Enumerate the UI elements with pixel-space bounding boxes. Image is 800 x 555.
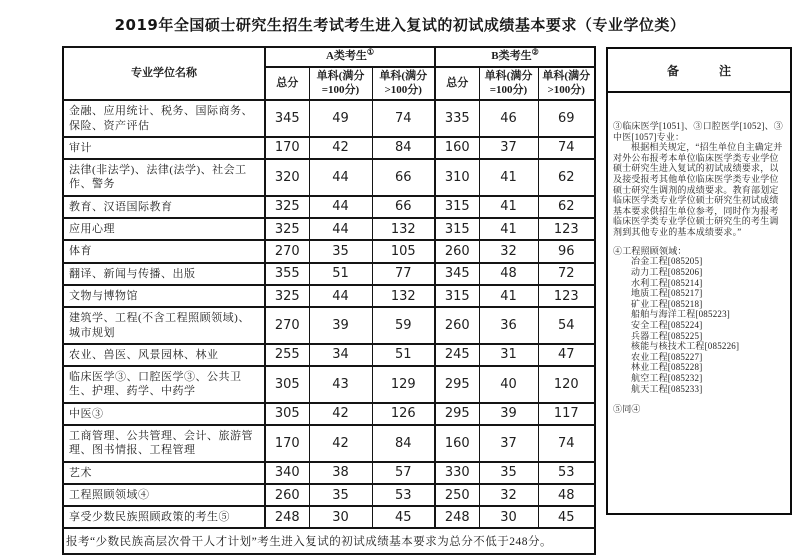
score-cell: 37 <box>479 137 538 159</box>
table-row <box>63 403 595 425</box>
score-cell: 41 <box>479 218 538 240</box>
table-row <box>63 240 595 262</box>
table-row <box>63 196 595 218</box>
remark-note5: ⑤同④ <box>613 404 641 415</box>
score-cell: 248 <box>265 506 309 528</box>
score-cell: 48 <box>479 263 538 285</box>
score-cell: 315 <box>435 196 479 218</box>
score-cell: 38 <box>309 462 372 484</box>
header-degree-name: 专业学位名称 <box>63 47 265 100</box>
score-cell: 248 <box>435 506 479 528</box>
score-cell: 40 <box>479 366 538 403</box>
score-cell: 32 <box>479 484 538 506</box>
score-cell: 270 <box>265 307 309 344</box>
degree-name-cell: 建筑学、工程(不含工程照顾领域)、城市规划 <box>63 307 265 344</box>
score-cell: 36 <box>479 307 538 344</box>
score-cell: 320 <box>265 159 309 196</box>
engineering-field-item: 航空工程[085232] <box>631 373 703 384</box>
degree-name-cell: 艺术 <box>63 462 265 484</box>
score-cell: 120 <box>538 366 595 403</box>
engineering-field-item: 矿业工程[085218] <box>631 298 703 309</box>
score-cell: 59 <box>372 307 435 344</box>
engineering-field-item: 动力工程[085206] <box>631 266 703 277</box>
score-cell: 31 <box>479 344 538 366</box>
degree-name-cell: 文物与博物馆 <box>63 285 265 307</box>
score-table <box>62 46 596 555</box>
score-cell: 53 <box>372 484 435 506</box>
score-cell: 46 <box>479 100 538 137</box>
degree-name-cell: 法律(非法学)、法律(法学)、社会工作、警务 <box>63 159 265 196</box>
score-cell: 42 <box>309 137 372 159</box>
table-row <box>63 263 595 285</box>
score-cell: 44 <box>309 218 372 240</box>
table-row <box>63 425 595 462</box>
score-cell: 43 <box>309 366 372 403</box>
remark-clinical-medicine-title: ③临床医学[1051]、③口腔医学[1052]、③中医[1057]专业： <box>613 121 783 142</box>
score-cell: 315 <box>435 218 479 240</box>
engineering-field-item: 林业工程[085228] <box>631 362 703 373</box>
remark-engineering-care-list <box>613 256 785 394</box>
content-area <box>0 46 800 555</box>
score-cell: 53 <box>538 462 595 484</box>
score-cell: 54 <box>538 307 595 344</box>
minority-plan-note: 报考“少数民族高层次骨干人才计划”考生进入复试的初试成绩基本要求为总分不低于248分。 <box>63 528 595 554</box>
score-cell: 325 <box>265 218 309 240</box>
degree-name-cell: 金融、应用统计、税务、国际商务、保险、资产评估 <box>63 100 265 137</box>
score-cell: 132 <box>372 218 435 240</box>
engineering-field-item: 航天工程[085233] <box>631 383 703 394</box>
degree-name-cell: 审计 <box>63 137 265 159</box>
table-row <box>63 506 595 528</box>
header-a-single-eq100: 单科(满分 =100分) <box>309 67 372 101</box>
score-cell: 66 <box>372 196 435 218</box>
score-cell: 345 <box>265 100 309 137</box>
score-cell: 44 <box>309 196 372 218</box>
score-cell: 74 <box>538 137 595 159</box>
remarks-column <box>606 47 792 515</box>
header-b-total: 总分 <box>435 67 479 101</box>
engineering-field-item: 安全工程[085224] <box>631 319 703 330</box>
score-cell: 295 <box>435 403 479 425</box>
score-cell: 160 <box>435 137 479 159</box>
score-cell: 69 <box>538 100 595 137</box>
degree-name-cell: 享受少数民族照顾政策的考生⑤ <box>63 506 265 528</box>
table-body <box>63 100 595 528</box>
score-cell: 305 <box>265 366 309 403</box>
engineering-field-item: 兵器工程[085225] <box>631 330 703 341</box>
degree-name-cell: 临床医学③、口腔医学③、公共卫生、护理、药学、中药学 <box>63 366 265 403</box>
degree-name-cell: 应用心理 <box>63 218 265 240</box>
score-cell: 48 <box>538 484 595 506</box>
score-cell: 44 <box>309 285 372 307</box>
score-cell: 260 <box>435 307 479 344</box>
score-cell: 260 <box>265 484 309 506</box>
remarks-header: 备 注 <box>608 49 790 93</box>
score-cell: 51 <box>372 344 435 366</box>
engineering-field-item: 地质工程[085217] <box>631 288 703 299</box>
score-cell: 39 <box>479 403 538 425</box>
score-cell: 72 <box>538 263 595 285</box>
remark-engineering-care-title: ④工程照顾领域： <box>613 245 687 256</box>
degree-name-cell: 中医③ <box>63 403 265 425</box>
degree-name-cell: 工程照顾领域④ <box>63 484 265 506</box>
score-cell: 260 <box>435 240 479 262</box>
score-cell: 45 <box>372 506 435 528</box>
page-title: 2019年全国硕士研究生招生考试考生进入复试的初试成绩基本要求（专业学位类） <box>114 16 686 34</box>
score-cell: 270 <box>265 240 309 262</box>
degree-name-cell: 翻译、新闻与传播、出版 <box>63 263 265 285</box>
score-cell: 57 <box>372 462 435 484</box>
table-row <box>63 366 595 403</box>
score-cell: 32 <box>479 240 538 262</box>
table-row <box>63 462 595 484</box>
score-cell: 45 <box>538 506 595 528</box>
engineering-field-item: 船舶与海洋工程[085223] <box>631 309 730 320</box>
table-row <box>63 159 595 196</box>
degree-name-cell: 体育 <box>63 240 265 262</box>
score-cell: 126 <box>372 403 435 425</box>
score-cell: 47 <box>538 344 595 366</box>
score-cell: 96 <box>538 240 595 262</box>
score-cell: 30 <box>479 506 538 528</box>
score-cell: 35 <box>309 240 372 262</box>
score-cell: 345 <box>435 263 479 285</box>
score-cell: 34 <box>309 344 372 366</box>
score-cell: 30 <box>309 506 372 528</box>
engineering-field-item: 冶金工程[085205] <box>631 256 703 267</box>
score-cell: 310 <box>435 159 479 196</box>
score-cell: 305 <box>265 403 309 425</box>
table-header <box>63 47 595 100</box>
score-cell: 245 <box>435 344 479 366</box>
score-cell: 66 <box>372 159 435 196</box>
score-cell: 39 <box>309 307 372 344</box>
table-row <box>63 484 595 506</box>
engineering-field-item: 核能与核技术工程[085226] <box>631 341 740 352</box>
score-cell: 77 <box>372 263 435 285</box>
header-b-single-eq100: 单科(满分 =100分) <box>479 67 538 101</box>
degree-name-cell: 农业、兽医、风景园林、林业 <box>63 344 265 366</box>
score-cell: 170 <box>265 137 309 159</box>
score-cell: 49 <box>309 100 372 137</box>
score-cell: 62 <box>538 196 595 218</box>
score-cell: 129 <box>372 366 435 403</box>
score-cell: 35 <box>479 462 538 484</box>
score-cell: 255 <box>265 344 309 366</box>
degree-name-cell: 教育、汉语国际教育 <box>63 196 265 218</box>
header-group-b: B类考生② <box>435 47 595 67</box>
score-cell: 117 <box>538 403 595 425</box>
score-cell: 295 <box>435 366 479 403</box>
engineering-field-item: 水利工程[085214] <box>631 277 703 288</box>
header-a-single-gt100: 单科(满分 >100分) <box>372 67 435 101</box>
score-cell: 325 <box>265 285 309 307</box>
score-cell: 74 <box>372 100 435 137</box>
remarks-body <box>608 93 790 513</box>
score-cell: 123 <box>538 285 595 307</box>
score-cell: 62 <box>538 159 595 196</box>
table-row <box>63 137 595 159</box>
table-row <box>63 307 595 344</box>
group-a-footnote-mark: ① <box>366 47 375 57</box>
score-cell: 51 <box>309 263 372 285</box>
score-cell: 42 <box>309 425 372 462</box>
score-cell: 74 <box>538 425 595 462</box>
score-cell: 315 <box>435 285 479 307</box>
table-row <box>63 218 595 240</box>
score-cell: 325 <box>265 196 309 218</box>
score-cell: 170 <box>265 425 309 462</box>
score-cell: 123 <box>538 218 595 240</box>
score-cell: 105 <box>372 240 435 262</box>
score-cell: 35 <box>309 484 372 506</box>
score-cell: 84 <box>372 425 435 462</box>
score-cell: 132 <box>372 285 435 307</box>
score-cell: 41 <box>479 285 538 307</box>
score-cell: 160 <box>435 425 479 462</box>
header-group-a: A类考生① <box>265 47 435 67</box>
score-cell: 41 <box>479 159 538 196</box>
engineering-field-item: 农业工程[085227] <box>631 351 703 362</box>
score-cell: 250 <box>435 484 479 506</box>
score-cell: 37 <box>479 425 538 462</box>
score-cell: 335 <box>435 100 479 137</box>
degree-name-cell: 工商管理、公共管理、会计、旅游管理、图书情报、工程管理 <box>63 425 265 462</box>
header-b-single-gt100: 单科(满分 >100分) <box>538 67 595 101</box>
table-row <box>63 100 595 137</box>
header-a-total: 总分 <box>265 67 309 101</box>
score-cell: 41 <box>479 196 538 218</box>
score-cell: 355 <box>265 263 309 285</box>
remark-clinical-medicine-body: 根据相关规定，“招生单位自主确定并对外公布报考本单位临床医学类专业学位硕士研究生进入复试的初试成绩要求，以及接受报考其他单位临床医学类专业学位硕士研究生调剂的成绩要求。教育部划定临床医学类专业学位硕士研究生初试成绩基本要求供招生单位参考，同时作为报考临床医学类专业学位硕士研究生的考生调剂到其他专业的基本成绩要求。” <box>613 142 783 238</box>
score-cell: 42 <box>309 403 372 425</box>
score-cell: 340 <box>265 462 309 484</box>
score-cell: 44 <box>309 159 372 196</box>
table-row <box>63 344 595 366</box>
score-cell: 84 <box>372 137 435 159</box>
table-row <box>63 285 595 307</box>
score-cell: 330 <box>435 462 479 484</box>
group-b-footnote-mark: ② <box>531 47 539 57</box>
